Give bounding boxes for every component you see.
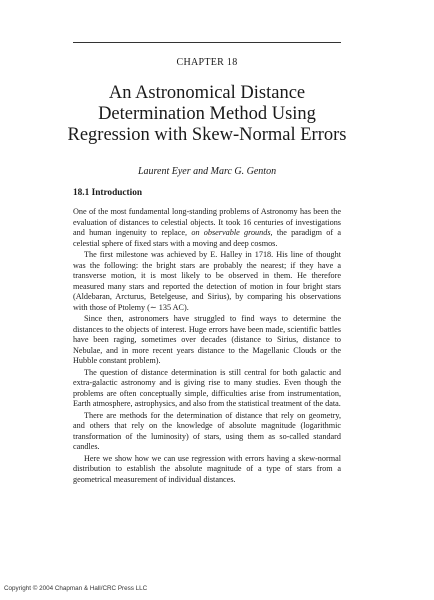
section-heading: 18.1 Introduction xyxy=(73,188,143,198)
paragraph-4: The question of distance determination is still central for both galactic and extra-galactic astronomy and is giving rise to many studies. Even though the problems are often conceptually simple, difficulties arise from instrumentation, Earth atmosphere, astrophysics, and also from the statistical treatment of the data. xyxy=(73,367,341,408)
paragraph-1-emphasis: on observable grounds xyxy=(191,228,271,237)
chapter-title: An Astronomical Distance Determination Method Using Regression with Skew-Normal Errors xyxy=(67,83,347,145)
paragraph-6: Here we show how we can use regression with errors having a skew-normal distribution to establish the absolute magnitude of a type of stars from a geometrical measurement of individual distances. xyxy=(73,453,341,484)
paragraph-3: Since then, astronomers have struggled to find ways to determine the distances to the objects of interest. Huge errors have been made, scientific battles have been raging, sometimes over decades (distance to Sirius, distance to Nebulae, and in more recent years distance to the Magellanic Clouds or the Hubble constant problem). xyxy=(73,314,341,365)
paragraph-2: The first milestone was achieved by E. Halley in 1718. His line of thought was the following: the bright stars are probably the nearest; if they have a transverse motion, it is most likely to be observed in them. He therefore measured many stars and reported the detection of motion in four bright stars (Aldebaran, Arcturus, Betelgeuse, and Sirius), by comparing his observations with those of Ptolemy (∼ 135 AC). xyxy=(73,250,341,312)
paragraph-1-text-a: One of the most fundamental long-standing problems of Astronomy has been the evaluation of distances to celestial objects. It took 16 centuries of investigations and human ingenuity to replace, xyxy=(73,207,341,237)
paragraph-1-text-b: , the paradigm of a celestial sphere of fixed stars with a moving and deep cosmos. xyxy=(73,228,341,248)
body-text xyxy=(73,207,341,486)
chapter-label: CHAPTER 18 xyxy=(176,57,238,68)
paragraph-1 xyxy=(73,207,341,249)
paragraph-5: There are methods for the determination of distance that rely on geometry, and others that rely on the knowledge of absolute magnitude (logarithmic transformation of the luminosity) of stars, using them as so-called standard candles. xyxy=(73,410,341,451)
authors: Laurent Eyer and Marc G. Genton xyxy=(137,166,277,177)
copyright-notice: Copyright © 2004 Chapman & Hall/CRC Press LLC xyxy=(4,585,148,592)
top-rule xyxy=(73,42,341,43)
